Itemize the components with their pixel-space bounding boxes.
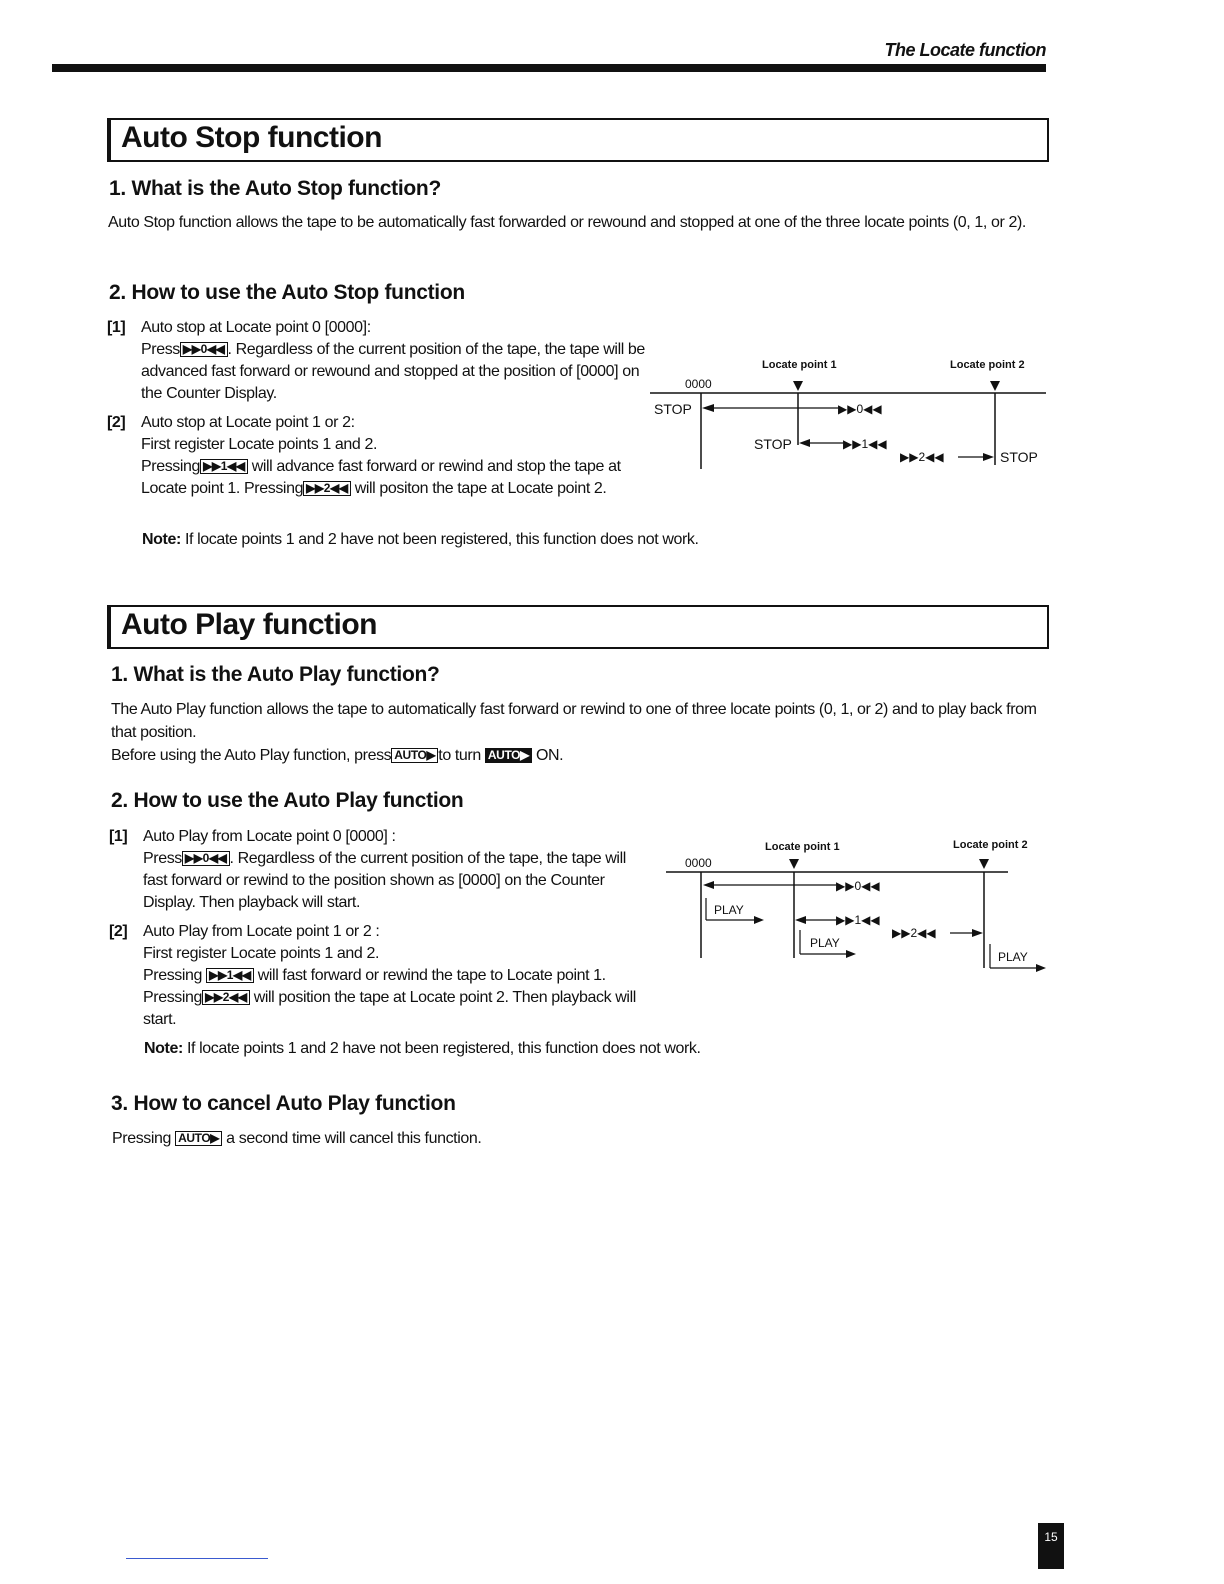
auto-play-step2 <box>143 921 653 1031</box>
stop-label-1: STOP <box>754 436 792 452</box>
auto-play-indicator: AUTO▶ <box>485 748 532 763</box>
play-key1: ▶▶1◀◀ <box>836 913 880 927</box>
play-label-0: PLAY <box>714 903 744 917</box>
auto-play-key: AUTO▶ <box>391 748 438 763</box>
stop-label-0: STOP <box>654 401 692 417</box>
auto-stop-step2-head: Auto stop at Locate point 1 or 2: <box>141 414 355 431</box>
play-locate2-key: ▶▶2◀◀ <box>202 990 250 1005</box>
play-locate1-key: ▶▶1◀◀ <box>206 968 254 983</box>
play-locate0-key: ▶▶0◀◀ <box>182 851 230 866</box>
play-lp1-label: Locate point 1 <box>765 841 840 853</box>
auto-stop-step1-head: Auto stop at Locate point 0 [0000]: <box>141 319 371 336</box>
auto-stop-step2 <box>141 412 651 500</box>
play-key0: ▶▶0◀◀ <box>836 879 880 893</box>
play-lp2-label: Locate point 2 <box>953 839 1028 851</box>
auto-play-title: Auto Play function <box>121 608 377 641</box>
locate1-key: ▶▶1◀◀ <box>200 459 248 474</box>
auto-play-step1 <box>143 826 653 914</box>
auto-play-before: Before using the Auto Play function, press AUTO▶ to turn AUTO▶ ON. <box>111 747 564 764</box>
stop-key1: ▶▶1◀◀ <box>843 437 887 451</box>
auto-play-s3-text: Pressing AUTO▶ a second time will cancel this function. <box>112 1130 482 1147</box>
stop-label-2: STOP <box>1000 449 1038 465</box>
auto-stop-note: Note: If locate points 1 and 2 have not been registered, this function does not work. <box>142 531 699 548</box>
locate0-key: ▶▶0◀◀ <box>180 342 228 357</box>
locate2-key: ▶▶2◀◀ <box>303 481 351 496</box>
stop-key0: ▶▶0◀◀ <box>838 402 882 416</box>
auto-stop-s1-text: Auto Stop function allows the tape to be automatically fast forwarded or rewound and stopped at one of the three locate points (0, 1, or 2). <box>108 214 1026 231</box>
auto-play-s3-title: 3. How to cancel Auto Play function <box>111 1092 456 1115</box>
stop-zero-label: 0000 <box>685 377 712 391</box>
play-label-1: PLAY <box>810 936 840 950</box>
auto-stop-step2-line: First register Locate points 1 and 2. <box>141 436 377 453</box>
auto-stop-s1-title: 1. What is the Auto Stop function? <box>109 177 441 200</box>
auto-play-title-box <box>107 605 1049 649</box>
stop-key2: ▶▶2◀◀ <box>900 450 944 464</box>
auto-stop-step2-body: Pressing ▶▶1◀◀ will advance fast forward or rewind and stop the tape at Locate point 1. Pressing ▶▶2◀◀ will positon the tape at Locate point 2. <box>141 458 621 497</box>
play-key2: ▶▶2◀◀ <box>892 926 936 940</box>
auto-play-step2-num: [2] <box>109 923 128 940</box>
running-header: The Locate function <box>884 40 1046 60</box>
auto-play-s1-text: The Auto Play function allows the tape to automatically fast forward or rewind to one of three locate points (0, 1, or 2) and to play back from that position. <box>111 701 1037 741</box>
auto-play-note: Note: If locate points 1 and 2 have not been registered, this function does not work. <box>144 1040 701 1057</box>
auto-play-s1-title: 1. What is the Auto Play function? <box>111 663 440 686</box>
cancel-auto-key: AUTO▶ <box>175 1131 222 1146</box>
auto-play-diagram <box>648 832 1048 982</box>
play-zero-label: 0000 <box>685 856 712 870</box>
auto-play-step1-body: Press ▶▶0◀◀ . Regardless of the current position of the tape, the tape will fast forward or rewind to the position shown as [0000] on the Counter Display. Then playback will start. <box>143 850 626 911</box>
auto-stop-step2-num: [2] <box>107 414 126 431</box>
auto-play-step2-body: Pressing ▶▶1◀◀ will fast forward or rewind the tape to Locate point 1. Pressing ▶▶2◀◀ will position the tape at Locate point 2. Then playback will start. <box>143 967 636 1028</box>
auto-stop-step1-num: [1] <box>107 319 126 336</box>
auto-stop-s2-title: 2. How to use the Auto Stop function <box>109 281 465 304</box>
auto-play-step1-num: [1] <box>109 828 128 845</box>
auto-play-step1-head: Auto Play from Locate point 0 [0000] : <box>143 828 396 845</box>
page-number: 15 <box>1038 1523 1064 1569</box>
auto-stop-diagram <box>648 345 1048 485</box>
auto-play-step2-line: First register Locate points 1 and 2. <box>143 945 379 962</box>
auto-stop-step1-body: Press ▶▶0◀◀ . Regardless of the current position of the tape, the tape will be advanced fast forward or rewound and stopped at the position of [0000] on the Counter Display. <box>141 341 645 402</box>
stop-lp1-label: Locate point 1 <box>762 359 837 371</box>
footer-line <box>126 1558 268 1559</box>
auto-stop-step1 <box>141 317 651 405</box>
auto-play-step2-head: Auto Play from Locate point 1 or 2 : <box>143 923 380 940</box>
header-rule <box>52 64 1046 72</box>
auto-play-s2-title: 2. How to use the Auto Play function <box>111 789 464 812</box>
stop-lp2-label: Locate point 2 <box>950 359 1025 371</box>
auto-stop-title-box <box>107 118 1049 162</box>
play-label-2: PLAY <box>998 950 1028 964</box>
auto-stop-title: Auto Stop function <box>121 121 382 154</box>
